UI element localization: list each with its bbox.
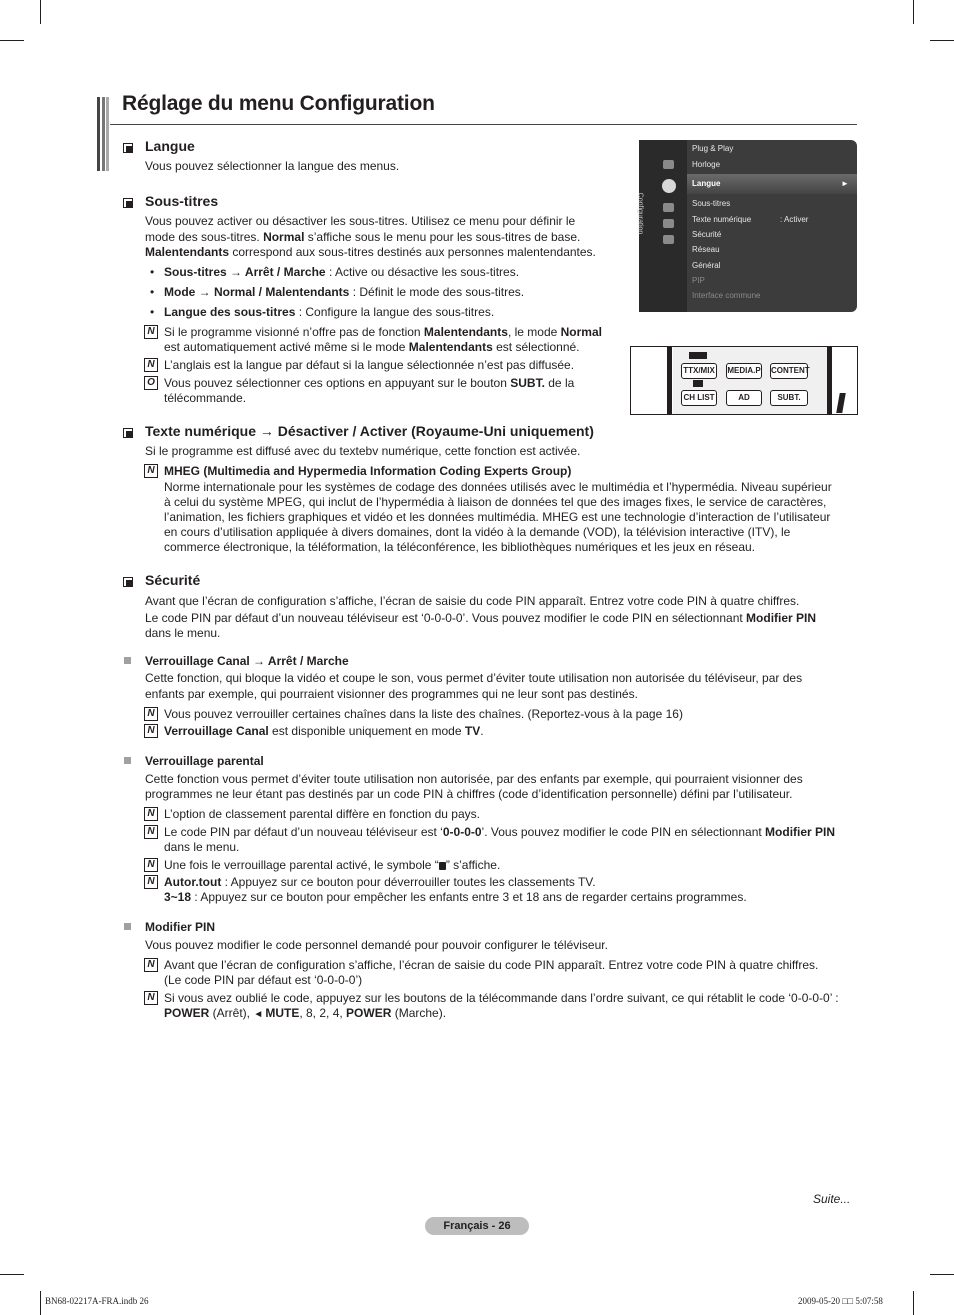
- note-icon: N: [144, 825, 158, 839]
- remote-illustration: [630, 346, 858, 415]
- note-icon: N: [144, 991, 158, 1005]
- print-date: 2009-05-20 □□ 5:07:58: [798, 1296, 883, 1306]
- note-text: est automatiquement activé même si le mode Malentendants est sélectionné.: [164, 340, 580, 354]
- note-text: Le code PIN par défaut d’un nouveau téléviseur est ‘0-0-0-0’. Vous pouvez modifier le code PIN en sélectionnant Modifier PIN: [164, 825, 836, 839]
- note-text: Autor.tout : Appuyez sur ce bouton pour déverrouiller toutes les classements TV.: [164, 875, 596, 889]
- note-text: Norme internationale pour les systèmes de codage des données utilisés avec le multimédia et l’hypermédia. Niveau supérieur: [164, 480, 832, 494]
- note-text: L’anglais est la langue par défaut si la langue sélectionnée n’est pas diffusée.: [164, 358, 575, 372]
- paragraph: programmes ne leur étant pas destinés par un code PIN à chiffres (code d’identification personnelle) défini par l’utilisateur.: [145, 787, 793, 801]
- note-text: Verrouillage Canal est disponible uniquement en mode TV.: [164, 724, 484, 738]
- title-decoration: [97, 97, 109, 171]
- subheading: Modifier PIN: [145, 920, 216, 934]
- paragraph: Cette fonction, qui bloque la vidéo et coupe le son, vous permet d’éviter toute utilisation non autorisée du téléviseur, par des: [145, 671, 803, 685]
- teletext-small-icon: [693, 380, 703, 387]
- heading-securite: Sécurité: [145, 572, 201, 588]
- picture-icon: [663, 160, 674, 169]
- paragraph: mode des sous-titres. Normal s’affiche sous le menu pour les sous-titres de base.: [145, 230, 581, 244]
- checkbox-bullet-icon: [123, 577, 133, 587]
- note-text: dans le menu.: [164, 840, 240, 854]
- hand-pointer-icon: [836, 393, 846, 413]
- bullet-dot: •: [150, 285, 155, 299]
- remote-button-ttx: TTX/MIX: [681, 363, 717, 379]
- checkbox-bullet-icon: [123, 198, 133, 208]
- osd-item-value: : Activer: [780, 215, 809, 224]
- note-icon: N: [144, 358, 158, 372]
- list-item: Langue des sous-titres : Configure la langue des sous-titres.: [164, 305, 495, 319]
- note-icon: N: [144, 875, 158, 889]
- note-text: Vous pouvez sélectionner ces options en appuyant sur le bouton SUBT. de la: [164, 376, 575, 390]
- file-name: BN68-02217A-FRA.indb 26: [45, 1296, 149, 1306]
- note-icon: N: [144, 325, 158, 339]
- suite-label: Suite...: [813, 1192, 851, 1206]
- paragraph: enfants par exemple, qui pourraient visionner des programmes qui ne leur sont pas destinés.: [145, 687, 638, 701]
- paragraph: dans le menu.: [145, 626, 221, 640]
- text-langue: Vous pouvez sélectionner la langue des menus.: [145, 159, 400, 173]
- channel-icon: [663, 219, 674, 228]
- remote-button-mediap: MEDIA.P: [726, 363, 762, 379]
- note-text: l’animation, les fichiers graphiques et vidéo et les données multimédia. MHEG est une technologie d’interaction de l’utilisateur: [164, 510, 831, 524]
- osd-item: Général: [692, 261, 721, 270]
- bullet-dot: •: [150, 265, 155, 279]
- paragraph: Vous pouvez modifier le code personnel demandé pour pouvoir configurer le téléviseur.: [145, 938, 608, 952]
- paragraph: Si le programme est diffusé avec du textebv numérique, cette fonction est activée.: [145, 444, 581, 458]
- bullet-dot: •: [150, 305, 155, 319]
- paragraph: Cette fonction vous permet d’éviter toute utilisation non autorisée, par des enfants par exemple, qui pourraient visionner des: [145, 772, 803, 786]
- remote-note-icon: O: [144, 376, 158, 390]
- heading-soustitres: Sous-titres: [145, 193, 219, 209]
- mute-icon: ◄: [253, 1009, 264, 1020]
- osd-arrow-icon: ►: [841, 179, 849, 188]
- list-item: Sous-titres → Arrêt / Marche : Active ou désactive les sous-titres.: [164, 265, 520, 279]
- remote-button-chlist: CH LIST: [681, 390, 717, 406]
- note-text: commerce électronique, la téléformation, la téléconférence, les bibliothèques numériques et les jeux en réseau.: [164, 540, 755, 554]
- page-number: Français - 26: [425, 1217, 529, 1235]
- note-text: en cours d’utilisation appliquée à divers domaines, dont la vidéo à la demande (VOD), la télévision interactive (ITV), le: [164, 525, 791, 539]
- note-text: Si vous avez oublié le code, appuyez sur les boutons de la télécommande dans l’ordre suivant, ce qui rétablit le code ‘0-0-0-0’ :: [164, 991, 839, 1005]
- note-icon: N: [144, 464, 158, 478]
- note-text: Vous pouvez verrouiller certaines chaînes dans la liste des chaînes. (Reportez-vous à la page 16): [164, 707, 683, 721]
- osd-item-disabled: Interface commune: [692, 291, 761, 300]
- checkbox-bullet-icon: [123, 428, 133, 438]
- heading-langue: Langue: [145, 138, 195, 154]
- page-title: Réglage du menu Configuration: [122, 92, 435, 115]
- note-icon: N: [144, 724, 158, 738]
- square-bullet-icon: [124, 757, 131, 764]
- note-text: Avant que l’écran de configuration s’affiche, l’écran de saisie du code PIN apparaît. Entrez votre code PIN à quatre chiffres.: [164, 958, 819, 972]
- square-bullet-icon: [124, 923, 131, 930]
- list-item: Mode → Normal / Malentendants : Définit le mode des sous-titres.: [164, 285, 525, 299]
- remote-button-content: CONTENT: [770, 363, 808, 379]
- title-rule: [110, 124, 857, 125]
- heading-texte-numerique: Texte numérique → Désactiver / Activer (Royaume-Uni uniquement): [145, 423, 594, 439]
- sound-icon: [663, 203, 674, 212]
- note-icon: N: [144, 707, 158, 721]
- subheading: Verrouillage Canal → Arrêt / Marche: [145, 654, 349, 668]
- paragraph: Avant que l’écran de configuration s’affiche, l’écran de saisie du code PIN apparaît. Entrez votre code PIN à quatre chiffres.: [145, 594, 800, 608]
- square-bullet-icon: [124, 657, 131, 664]
- subheading: Verrouillage parental: [145, 754, 264, 768]
- note-text: MHEG (Multimedia and Hypermedia Information Coding Experts Group): [164, 464, 572, 478]
- gear-icon: [662, 179, 676, 193]
- osd-item: Texte numérique: [692, 215, 752, 224]
- help-icon: [663, 235, 674, 244]
- osd-item: Réseau: [692, 245, 720, 254]
- osd-side-label: Configuration: [636, 192, 644, 235]
- osd-item-selected: Langue: [692, 179, 721, 188]
- note-icon: N: [144, 858, 158, 872]
- lock-icon: [439, 862, 446, 870]
- note-text: télécommande.: [164, 391, 247, 405]
- osd-menu-configuration: [636, 140, 857, 312]
- osd-item: Plug & Play: [692, 144, 734, 153]
- note-text: à celui du système MPEG, qui inclut de l’hypermédia à liaison de données tel que des images fixes, le service de caractères,: [164, 495, 827, 509]
- osd-item: Sous-titres: [692, 199, 731, 208]
- paragraph: Vous pouvez activer ou désactiver les sous-titres. Utilisez ce menu pour définir le: [145, 214, 576, 228]
- note-text: 3~18 : Appuyez sur ce bouton pour empêcher les enfants entre 3 et 18 ans de regarder certains programmes.: [164, 890, 747, 904]
- note-text: POWER (Arrêt), ◄ MUTE, 8, 2, 4, POWER (Marche).: [164, 1006, 446, 1022]
- osd-item: Sécurité: [692, 230, 722, 239]
- note-icon: N: [144, 807, 158, 821]
- note-text: Une fois le verrouillage parental activé, le symbole “ ” s’affiche.: [164, 858, 501, 872]
- osd-item-disabled: PIP: [692, 276, 705, 285]
- paragraph: Le code PIN par défaut d’un nouveau téléviseur est ‘0-0-0-0’. Vous pouvez modifier le code PIN en sélectionnant Modifier PIN: [145, 611, 817, 625]
- checkbox-bullet-icon: [123, 143, 133, 153]
- remote-button-subt: SUBT.: [770, 390, 808, 406]
- note-text: (Le code PIN par défaut est ‘0-0-0-0’): [164, 973, 363, 987]
- note-text: Si le programme visionné n’offre pas de fonction Malentendants, le mode Normal: [164, 325, 602, 339]
- note-text: L’option de classement parental diffère en fonction du pays.: [164, 807, 480, 821]
- note-icon: N: [144, 958, 158, 972]
- teletext-icon: [689, 352, 707, 359]
- remote-button-ad: AD: [726, 390, 762, 406]
- paragraph: Malentendants correspond aux sous-titres destinés aux personnes malentendantes.: [145, 245, 596, 259]
- osd-item: Horloge: [692, 160, 721, 169]
